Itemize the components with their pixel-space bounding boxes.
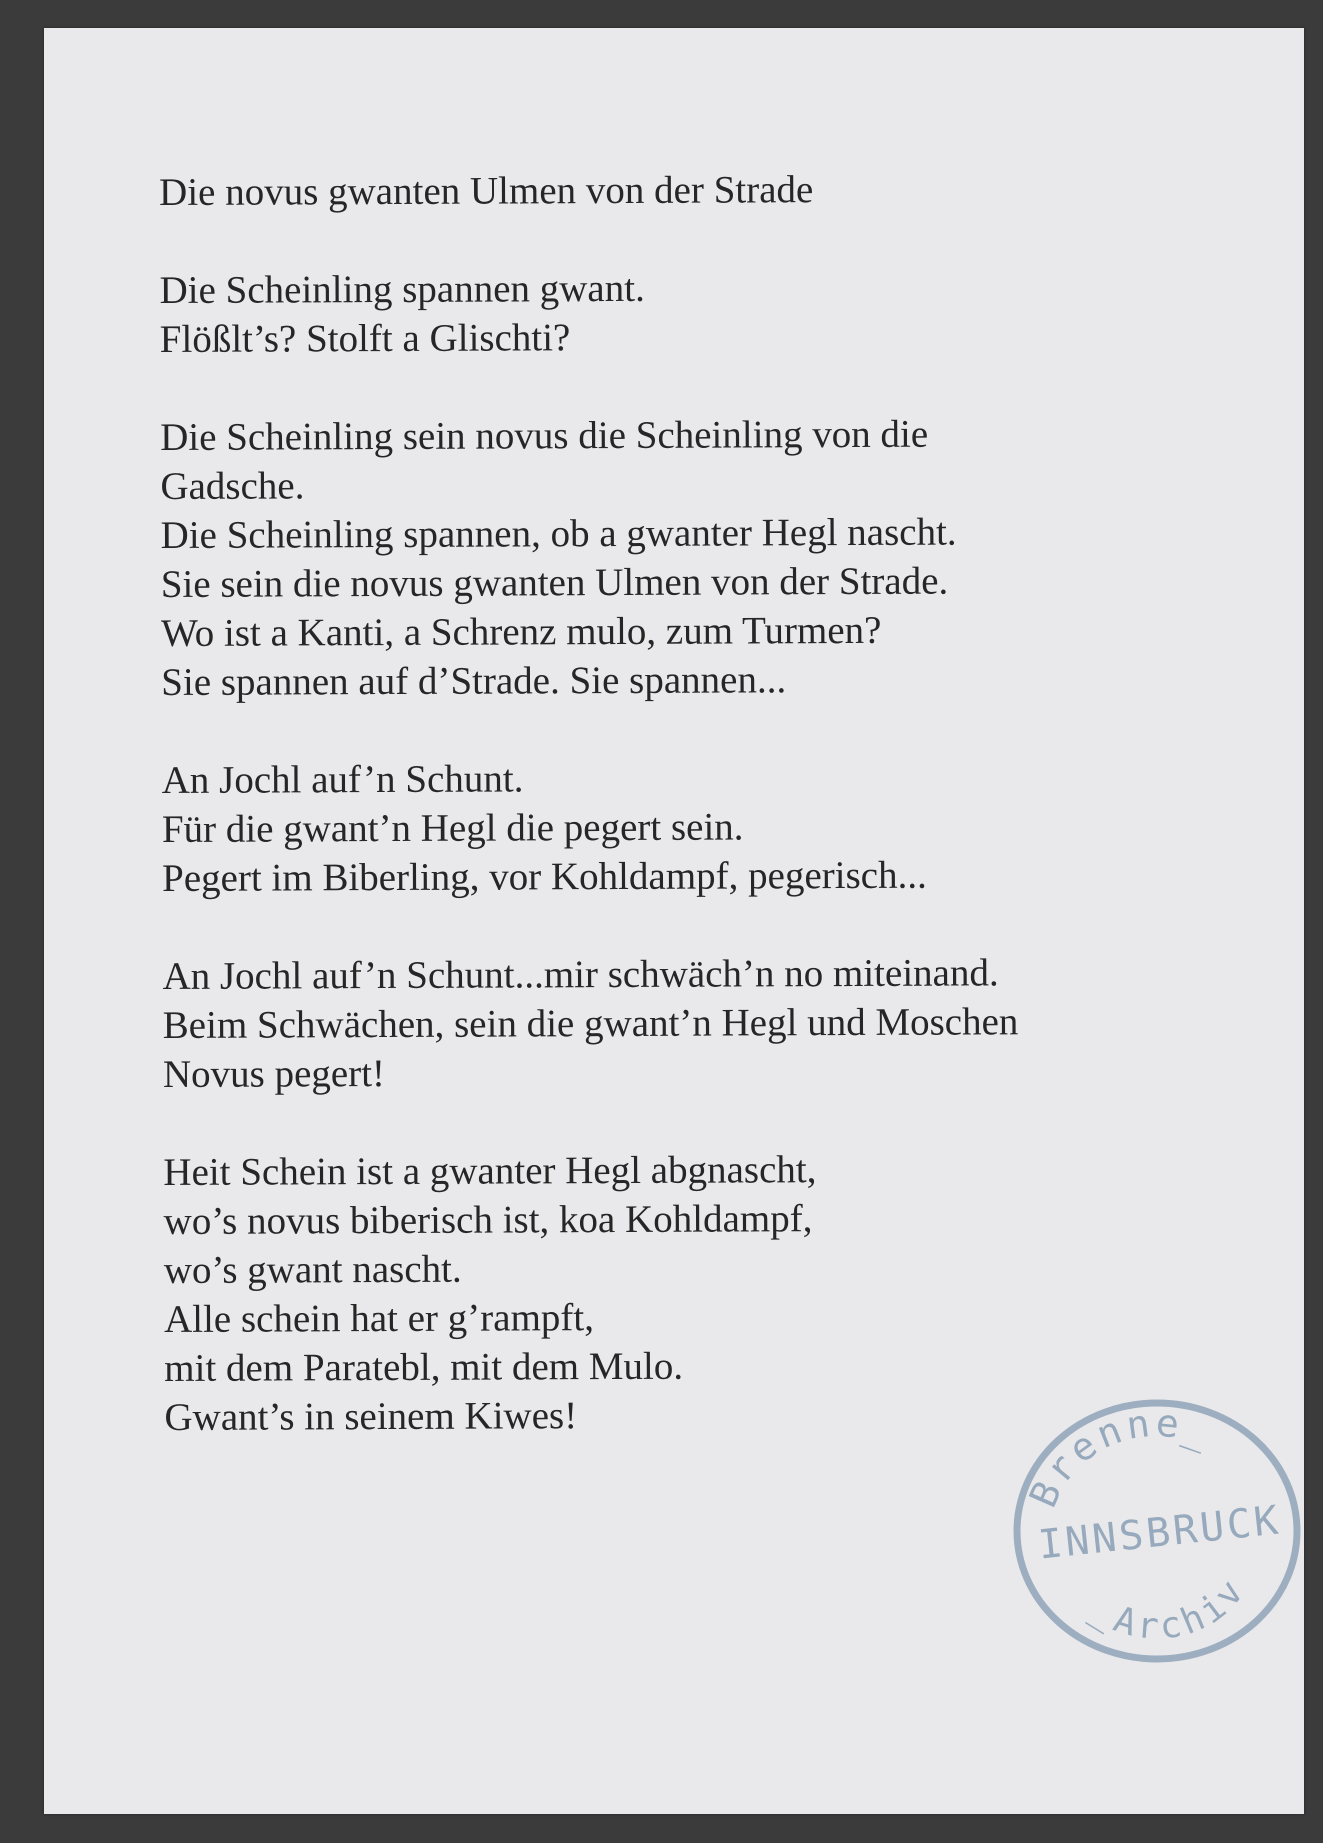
stamp-bottom-text: _Archiv [1084, 1569, 1255, 1648]
archive-stamp [1002, 1386, 1312, 1676]
poem-line: wo’s gwant nascht. [163, 1247, 462, 1292]
poem-line: Heit Schein ist a gwanter Hegl abgnascht, [163, 1148, 817, 1194]
poem-line: Die Scheinling spannen, ob a gwanter Hegl nascht. [160, 510, 957, 557]
poem-line: An Jochl auf’n Schunt...mir schwäch’n no miteinand. [162, 951, 999, 998]
stamp-icon [1002, 1386, 1312, 1676]
poem-line: Novus pegert! [162, 1052, 386, 1096]
stanza-3 [162, 752, 1163, 903]
poem-line: Die Scheinling sein novus die Scheinling von die [160, 412, 929, 459]
poem-line: Flößlt’s? Stolft a Glischti? [159, 316, 571, 361]
poem-line: Die Scheinling spannen gwant. [159, 266, 645, 312]
stanza-4 [162, 948, 1163, 1099]
poem-line: Sie sein die novus gwanten Ulmen von der Strade. [160, 559, 949, 606]
document-page [44, 28, 1304, 1814]
poem-line: Gwant’s in seinem Kiwes! [164, 1394, 578, 1439]
stamp-top-text: Brenne_ [1020, 1400, 1219, 1514]
poem-line: Pegert im Biberling, vor Kohldampf, pegerisch... [162, 853, 927, 900]
poem-line: Für die gwant’n Hegl die pegert sein. [161, 805, 744, 851]
poem-line: An Jochl auf’n Schunt. [161, 757, 524, 802]
poem-line: Beim Schwächen, sein die gwant’n Hegl und Moschen [162, 1000, 1019, 1047]
poem-line: Gadsche. [160, 464, 305, 508]
poem-line: Sie spannen auf d’Strade. Sie spannen... [161, 658, 787, 704]
poem-line: Wo ist a Kanti, a Schrenz mulo, zum Turmen? [160, 608, 882, 655]
stamp-middle-text: INNSBRUCK [1036, 1497, 1284, 1569]
stanza-1 [159, 262, 1159, 364]
poem [159, 164, 1165, 1491]
poem-line: Alle schein hat er g’rampft, [163, 1296, 595, 1341]
poem-line: wo’s novus biberisch ist, koa Kohldampf, [163, 1197, 813, 1243]
poem-title: Die novus gwanten Ulmen von der Strade [159, 168, 814, 214]
poem-line: mit dem Paratebl, mit dem Mulo. [164, 1344, 684, 1390]
stanza-2 [160, 409, 1161, 707]
